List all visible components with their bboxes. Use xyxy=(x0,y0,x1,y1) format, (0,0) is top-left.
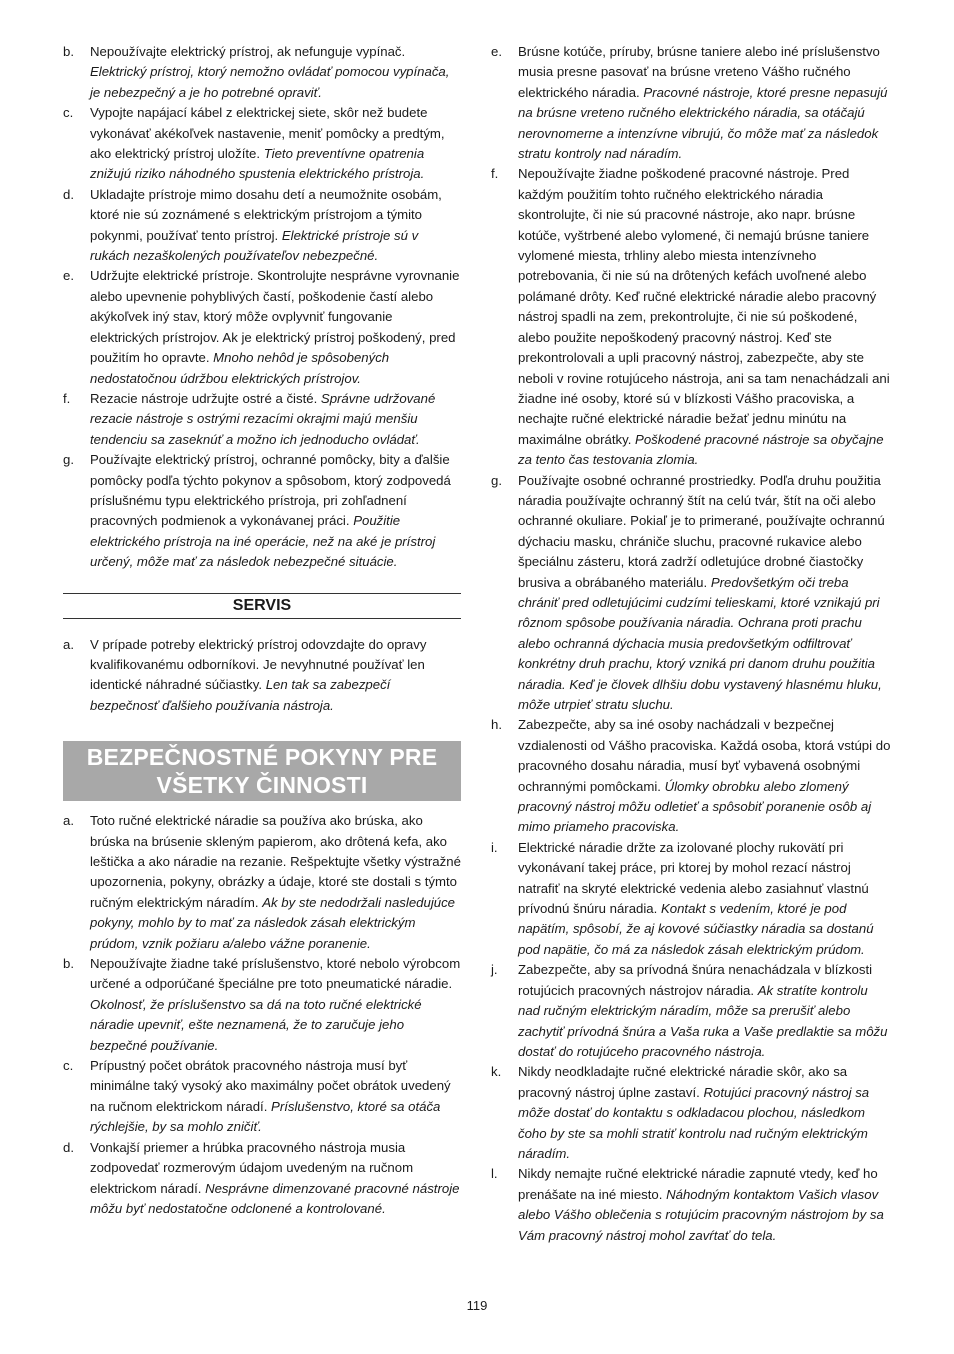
list-item xyxy=(63,266,461,388)
item-consequence: Len tak sa zabezpečí bezpečnosť ďalšieho používania nástroja. xyxy=(90,677,391,713)
item-consequence: Okolnosť, že príslušenstvo sa dá na toto ručné elektrické náradie upevniť, ešte neznamená, že to zaručuje jeho bezpečné používanie. xyxy=(90,996,422,1053)
list-item xyxy=(63,954,461,1056)
item-letter: c. xyxy=(63,105,74,121)
item-instruction: Nikdy neodkladajte ručné elektrické náradie skôr, ako sa pracovný nástroj úplne zastaví. xyxy=(518,1064,848,1100)
item-instruction: Používajte elektrický prístroj, ochranné pomôcky, bity a ďalšie pomôcky podľa týchto pokynov a spôsobom, ktorý zodpovedá príslušnému typu elektrického prístroja, pri zohľadnení pracovných podmienok a vykonávanej práci. xyxy=(90,452,451,529)
list-item xyxy=(491,715,891,837)
item-letter: e. xyxy=(63,268,74,284)
item-consequence: Ak stratíte kontrolu nad ručným elektrickým náradím, môže sa prerušiť alebo zachytiť prívodná šnúra a Vaša ruka a Vaše predlaktie sa môžu dostať do rotujúceho pracovného nástroja. xyxy=(518,982,888,1059)
item-text xyxy=(518,960,891,1062)
item-text xyxy=(90,42,461,103)
item-letter: f. xyxy=(491,166,499,182)
servis-heading: SERVIS xyxy=(63,593,461,619)
list-item xyxy=(491,42,891,164)
item-letter: d. xyxy=(63,1139,74,1155)
item-consequence: Náhodným kontaktom Vašich vlasov alebo Vášho oblečenia s rotujúcim pracovným nástrojom by sa Vám pracovný nástroj mohol zavŕtať do tela. xyxy=(518,1186,884,1243)
item-consequence: Poškodené pracovné nástroje sa obyčajne za tento čas testovania zlomia. xyxy=(518,431,884,468)
safety-list-right xyxy=(491,42,891,1246)
item-consequence: Tieto preventívne opatrenia znižujú riziko náhodného spustenia elektrického prístroja. xyxy=(90,146,425,182)
list-item xyxy=(491,1062,891,1164)
list-item xyxy=(63,103,461,185)
item-consequence: Správne udržované rezacie nástroje s ostrými rezacími okrajmi majú menšiu tendenciu sa zaseknúť a možno ich jednoducho ovládať. xyxy=(90,390,436,447)
list-item xyxy=(491,471,891,716)
item-instruction: Elektrické náradie držte za izolované plochy rukovätí pri vykonávaní takej práce, pri ktorej by mohol rezací nástroj natrafiť na skryté elektrické vedenia alebo zasiahnuť vlastnú prívodnú šnúru náradia. xyxy=(518,839,869,917)
left-column xyxy=(63,42,461,1219)
item-text xyxy=(518,1062,891,1164)
item-instruction: Prípustný počet obrátok pracovného nástroja musí byť minimálne taký vysoký ako maximálny počet obrátok uvedený na ručnom elektrickom náradí. xyxy=(90,1058,451,1114)
item-instruction: Nikdy nemajte ručné elektrické náradie zapnuté vtedy, keď ho prenášate na iné miesto. xyxy=(518,1166,878,1202)
item-consequence: Mnoho nehôd je spôsobených nedostatočnou údržbou elektrických prístrojov. xyxy=(90,350,390,386)
list-item xyxy=(491,1164,891,1246)
item-text xyxy=(90,954,461,1056)
list-item xyxy=(63,1056,461,1138)
list-item xyxy=(63,1138,461,1220)
section-heading: BEZPEČNOSTNÉ POKYNY PRE VŠETKY ČINNOSTI xyxy=(63,741,461,801)
right-column xyxy=(491,42,891,1246)
item-text xyxy=(518,42,891,164)
item-consequence: Elektrický prístroj, ktorý nemožno ovládať pomocou vypínača, je nebezpečný a je ho potrebné opraviť. xyxy=(90,64,450,100)
item-instruction: V prípade potreby elektrický prístroj odovzdajte do opravy kvalifikovanému odborníkovi. Je nevyhnutné používať len identické náhradné súčiastky. xyxy=(90,636,427,693)
item-text xyxy=(90,1138,461,1220)
item-consequence: Nesprávne dimenzované pracovné nástroje môžu byť nedostatočne odclonené a kontrolované. xyxy=(90,1180,460,1216)
item-consequence: Úlomky obrobku alebo zlomený pracovný nástroj môžu odletieť a spôsobiť poranenie osôb aj mimo priameho pracoviska. xyxy=(518,778,872,835)
item-instruction: Nepoužívajte žiadne poškodené pracovné nástroje. Pred každým použitím tohto ručného elektrického náradia skontrolujte, či nie sú pracovné nástroje, ako napr. brúsne kotúče, vyštrbené alebo vylomené, či nemajú brúsne taniere vylomené miesta, trhliny alebo miesta intenzívneho potrebovania, či nie sú na drôtených kefách uvoľnené alebo polámané drôty. Keď ručné elektrické náradie alebo pracovný nástroj spadli na zem, prekontrolujte, či nie sú poškodené, alebo použite nepoškodený pracovný nástroj. Keď ste prekontrolovali a upli pracovný nástroj, zabezpečte, aby ste neboli v rovine rotujúceho nástroja, ani sa tam nenachádzali ani žiadne iné osoby, ktoré sú v blízkosti Vášho pracoviska, a nechajte ručné elektrické náradie bežať jednu minútu na maximálne obrátky. xyxy=(518,166,890,447)
item-text xyxy=(90,266,461,388)
item-instruction: Nepoužívajte žiadne také príslušenstvo, ktoré nebolo výrobcom určené a odporúčané špeciálne pre toto pneumatické náradie. xyxy=(90,956,461,992)
safety-list-top xyxy=(63,42,461,573)
item-consequence: Pracovné nástroje, ktoré presne nepasujú na brúsne vreteno ručného elektrického náradia, sa otáčajú nerovnomerne a intenzívne vibrujú, čo môže mať za následok stratu kontroly nad náradím. xyxy=(518,84,888,162)
item-letter: g. xyxy=(63,452,74,468)
item-letter: e. xyxy=(491,44,502,59)
item-letter: b. xyxy=(63,44,74,59)
item-letter: h. xyxy=(491,717,502,733)
item-consequence: Elektrické prístroje sú v rukách nezaškolených používateľov nebezpečné. xyxy=(90,227,419,264)
item-letter: j. xyxy=(491,962,498,978)
item-instruction: Nepoužívajte elektrický prístroj, ak nefunguje vypínač. xyxy=(90,44,406,59)
item-text xyxy=(90,103,461,185)
list-item xyxy=(63,635,461,717)
item-consequence: Ak by ste nedodržali nasledujúce pokyny, mohlo by to mať za následok zásah elektrickým prúdom, vznik požiaru a/alebo vážne poranenie. xyxy=(90,894,456,951)
item-instruction: Vonkajší priemer a hrúbka pracovného nástroja musia zodpovedať rozmerovým údajom uvedeným na ručnom elektrickom náradí. xyxy=(90,1139,414,1196)
item-letter: l. xyxy=(491,1166,498,1182)
list-item xyxy=(491,838,891,960)
item-text xyxy=(518,164,891,470)
item-text xyxy=(90,185,461,267)
item-text xyxy=(518,1164,891,1246)
item-text xyxy=(90,811,461,954)
list-item xyxy=(491,164,891,470)
section-list xyxy=(63,811,461,1219)
item-text xyxy=(90,635,461,717)
page-number: 119 xyxy=(466,1298,488,1313)
item-letter: f. xyxy=(63,390,71,406)
item-text xyxy=(518,471,891,716)
item-instruction: Zabezpečte, aby sa iné osoby nachádzali v bezpečnej vzdialenosti od Vášho pracoviska. Každá osoba, ktorá vstúpi do pracovného dosahu náradia, musí byť vybavená osobnými ochrannými pomôckami. xyxy=(518,717,891,794)
item-text xyxy=(90,389,461,450)
item-letter: i. xyxy=(491,839,498,855)
servis-list xyxy=(63,635,461,717)
item-consequence: Rotujúci pracovný nástroj sa môže dostať do kontaktu s odkladacou plochou, následkom čoho by ste sa mohli stratiť kontrolu nad ručným elektrickým náradím. xyxy=(518,1084,870,1161)
item-instruction: Brúsne kotúče, príruby, brúsne taniere alebo iné príslušenstvo musia presne pasovať na brúsne vreteno Vášho ručného elektrického náradia. xyxy=(518,44,880,100)
item-instruction: Rezacie nástroje udržujte ostré a čisté. xyxy=(90,390,318,406)
item-consequence: Príslušenstvo, ktoré sa otáča rýchlejšie, by sa mohlo zničiť. xyxy=(90,1098,441,1135)
item-text xyxy=(90,1056,461,1138)
item-consequence: Kontakt s vedením, ktoré je pod napätím, spôsobí, že aj kovové súčiastky náradia sa dostanú pod napätie, čo má za následok zásah elektrickým prúdom. xyxy=(518,901,874,957)
item-instruction: Zabezpečte, aby sa prívodná šnúra nenachádzala v blízkosti rotujúcich pracovných nástrojov náradia. xyxy=(518,962,873,998)
item-text xyxy=(90,450,461,572)
item-letter: g. xyxy=(491,472,502,488)
list-item xyxy=(63,42,461,103)
item-consequence: Predovšetkým oči treba chrániť pred odletujúcimi cudzími telieskami, ktoré vznikajú pri rôznom spôsobe používania náradia. Ochrana proti prachu alebo ochranná dýchacia musia predovšetkým odfiltrovať konkrétny druh prachu, ktorý vzniká pri danom druhu použitia náradia. Keď je človek dlhšiu dobu vystavený hlasnému hluku, môže utrpieť stratu sluchu. xyxy=(518,574,882,712)
item-instruction: Vypojte napájací kábel z elektrickej siete, skôr než budete vykonávať akékoľvek nastavenie, meniť pomôcky a predtým, ako elektrický prístroj uložíte. xyxy=(90,105,445,162)
item-letter: a. xyxy=(63,813,74,829)
item-letter: c. xyxy=(63,1058,74,1074)
item-instruction: Používajte osobné ochranné prostriedky. Podľa druhu použitia náradia používajte ochranný štít na celú tvár, štít na oči alebo ochranné okuliare. Pokiaľ je to primerané, používajte ochrannú dýchaciu masku, chrániče sluchu, pracovné rukavice alebo špeciálnu zásteru, ktorá zadrží odletujúce drobné čiastočky brusiva a obrábaného materiálu. xyxy=(518,472,885,590)
item-instruction: Udržujte elektrické prístroje. Skontrolujte nesprávne vyrovnanie alebo upevnenie pohyblivých častí, poškodenie častí alebo akýkoľvek iný stav, ktorý môže ovplyvniť fungovanie elektrických prístrojov. Ak je elektrický prístroj poškodený, pred použitím ho opravte. xyxy=(90,268,460,366)
item-text xyxy=(518,715,891,837)
item-letter: k. xyxy=(491,1064,502,1080)
item-consequence: Použitie elektrického prístroja na iné operácie, než na aké je prístroj určený, môže mať za následok nebezpečné situácie. xyxy=(90,513,436,570)
list-item xyxy=(491,960,891,1062)
item-letter: b. xyxy=(63,956,74,972)
item-instruction: Toto ručné elektrické náradie sa používa ako brúska, ako brúska na brúsenie skleným papierom, ako drôtená kefa, ako leštička a ako náradie na rezanie. Rešpektujte všetky výstražné upozornenia, pokyny, obrázky a údaje, ktoré ste dostali s týmto ručným elektrickým náradím. xyxy=(90,813,461,910)
item-letter: d. xyxy=(63,186,74,202)
item-letter: a. xyxy=(63,636,74,652)
item-text xyxy=(518,838,891,960)
list-item xyxy=(63,389,461,450)
item-instruction: Ukladajte prístroje mimo dosahu detí a neumožnite osobám, ktoré nie sú zoznámené s elektrickým prístrojom a týmito pokynmi, používať tento prístroj. xyxy=(90,186,442,243)
list-item xyxy=(63,811,461,954)
list-item xyxy=(63,450,461,572)
list-item xyxy=(63,185,461,267)
